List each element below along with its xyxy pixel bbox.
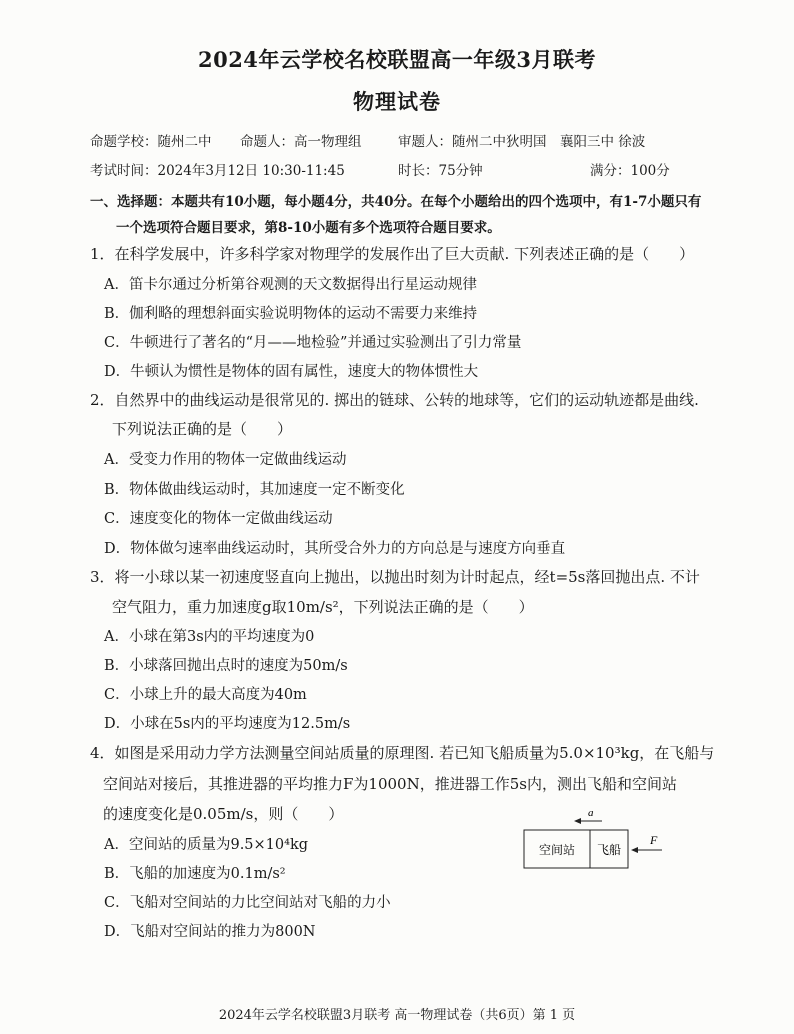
space-station-diagram <box>522 804 692 874</box>
force-label: F <box>650 833 658 847</box>
question-4-stem-line3: 的速度变化是0.05m/s，则（ ） <box>103 805 344 823</box>
question-4-stem-line1: 4．如图是采用动力学方法测量空间站质量的原理图. 若已知飞船质量为5.0×10³kg，在飞船与 <box>90 744 715 762</box>
exam-title: 2024年云学校名校联盟高一年级3月联考 <box>197 47 597 72</box>
question-2-option-b: B．物体做曲线运动时，其加速度一定不断变化 <box>104 482 405 498</box>
question-4-option-c: C．飞船对空间站的力比空间站对飞船的力小 <box>104 895 391 911</box>
meta-reviewer: 审题人：随州二中狄明国 襄阳三中 徐波 <box>398 134 646 150</box>
question-2-option-c: C．速度变化的物体一定做曲线运动 <box>104 511 333 527</box>
force-arrow-head <box>631 847 638 853</box>
section-instructions-line2: 一个选项符合题目要求，第8-10小题有多个选项符合题目要求。 <box>116 220 501 236</box>
question-3-option-a: A．小球在第3s内的平均速度为0 <box>104 629 315 645</box>
meta-school: 命题学校：随州二中 <box>90 134 212 150</box>
question-4-option-b: B．飞船的加速度为0.1m/s² <box>104 866 286 882</box>
question-3-option-d: D．小球在5s内的平均速度为12.5m/s <box>104 716 351 732</box>
question-3-option-c: C．小球上升的最大高度为40m <box>104 687 307 703</box>
question-3-option-b: B．小球落回抛出点时的速度为50m/s <box>104 658 348 674</box>
section-instructions-line1: 一、选择题：本题共有10小题，每小题4分，共40分。在每个小题给出的四个选项中，有1-7小题只有 <box>90 194 702 210</box>
question-2-option-d: D．物体做匀速率曲线运动时，其所受合外力的方向总是与速度方向垂直 <box>104 541 566 557</box>
meta-duration: 时长：75分钟 <box>398 163 483 179</box>
question-2-option-a: A．受变力作用的物体一定做曲线运动 <box>104 452 347 468</box>
meta-score: 满分：100分 <box>590 163 670 179</box>
accel-arrow-head <box>574 818 581 824</box>
question-3-stem-line1: 3．将一小球以某一初速度竖直向上抛出，以抛出时刻为计时起点，经t=5s落回抛出点. 不计 <box>90 568 700 586</box>
station-label: 空间站 <box>538 843 576 857</box>
diagram-accel-label: a <box>588 807 594 819</box>
question-2-stem-line1: 2．自然界中的曲线运动是很常见的. 掷出的链球、公转的地球等，它们的运动轨迹都是曲线. <box>90 391 699 409</box>
exam-subtitle: 物理试卷 <box>353 89 441 114</box>
question-4-option-d: D．飞船对空间站的推力为800N <box>104 924 316 940</box>
question-4-option-a: A．空间站的质量为9.5×10⁴kg <box>104 837 309 853</box>
ship-label: 飞船 <box>596 843 622 857</box>
question-1-option-d: D．牛顿认为惯性是物体的固有属性，速度大的物体惯性大 <box>104 364 479 380</box>
meta-time: 考试时间：2024年3月12日 10:30-11:45 <box>90 163 345 179</box>
question-1-option-c: C．牛顿进行了著名的“月——地检验”并通过实验测出了引力常量 <box>104 335 522 351</box>
question-2-stem-line2: 下列说法正确的是（ ） <box>112 420 293 438</box>
page-footer: 2024年云学名校联盟3月联考 高一物理试卷（共6页）第 1 页 <box>218 1008 576 1023</box>
question-1-option-a: A．笛卡尔通过分析第谷观测的天文数据得出行星运动规律 <box>104 277 477 293</box>
question-4-stem-line2: 空间站对接后，其推进器的平均推力F为1000N，推进器工作5s内，测出飞船和空间站 <box>103 775 677 793</box>
question-1-option-b: B．伽利略的理想斜面实验说明物体的运动不需要力来维持 <box>104 306 478 322</box>
question-3-stem-line2: 空气阻力，重力加速度g取10m/s²，下列说法正确的是（ ） <box>112 598 534 616</box>
meta-author: 命题人：高一物理组 <box>240 134 362 150</box>
question-1-stem: 1．在科学发展中，许多科学家对物理学的发展作出了巨大贡献. 下列表述正确的是（ ） <box>90 245 695 263</box>
